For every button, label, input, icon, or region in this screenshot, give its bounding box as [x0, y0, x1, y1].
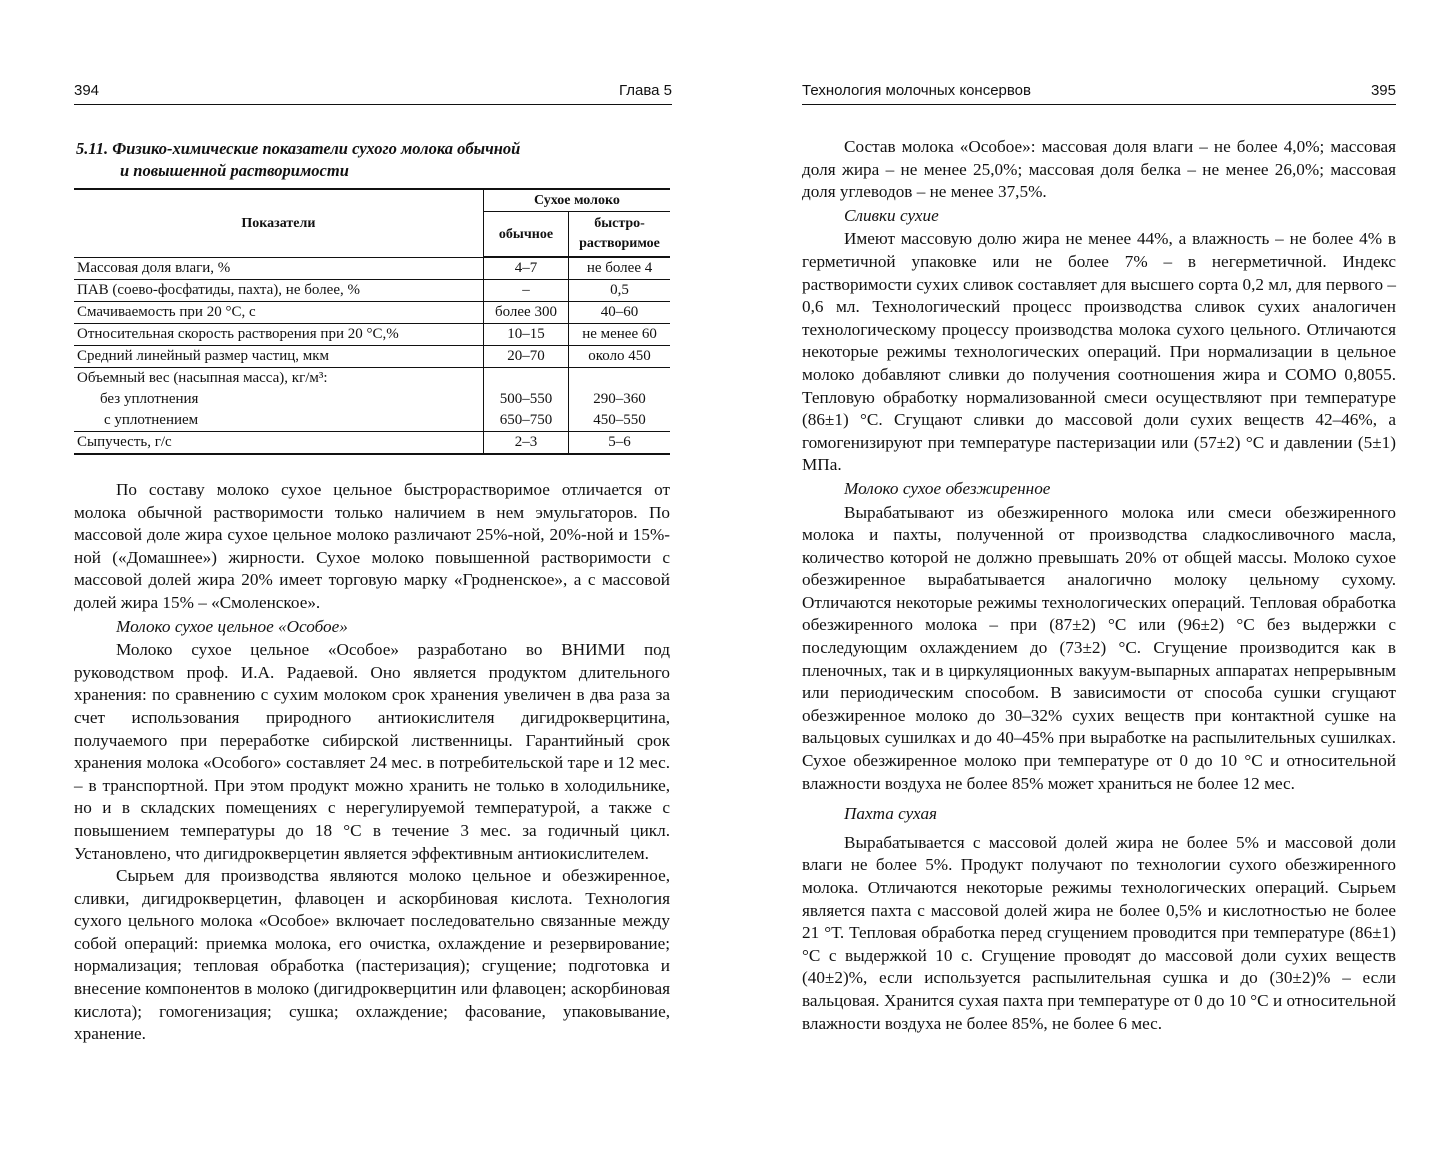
table-row — [74, 410, 670, 432]
left-body-text — [74, 479, 670, 1046]
row-regular: – — [483, 280, 568, 302]
header-indicator: Показатели — [74, 189, 483, 257]
table-row-bulk-title — [74, 368, 670, 390]
page-number: 394 — [74, 82, 100, 99]
table-row — [74, 432, 670, 455]
row-name: Объемный вес (насыпная масса), кг/м³: — [74, 368, 483, 390]
properties-table — [74, 188, 670, 455]
subheading: Молоко сухое цельное «Особое» — [116, 616, 348, 636]
row-instant: 290–360 — [569, 389, 670, 410]
table-caption-line2: и повышенной растворимости — [120, 161, 349, 180]
table-caption — [76, 138, 672, 182]
row-instant: 450–550 — [569, 410, 670, 432]
row-regular: 2–3 — [483, 432, 568, 455]
row-name: с уплотнением — [104, 412, 199, 428]
row-name: без уплотнения — [100, 391, 199, 407]
header-instant: быстро- растворимое — [569, 212, 670, 258]
row-instant: не менее 60 — [569, 324, 670, 346]
header-group: Сухое молоко — [483, 189, 670, 212]
table-row — [74, 257, 670, 280]
running-head — [802, 82, 1396, 105]
row-regular: 20–70 — [483, 346, 568, 368]
paragraph: Молоко сухое цельное «Особое» разработано во ВНИМИ под руководством проф. И.А. Радаевой. Оно является продуктом длительного хранения: по сравнению с сухим молоком срок хранения увеличен в два раза за счет использования природного антиокислителя дигидрокверцитина, получаемого при переработке сибирской лиственницы. Гарантийный срок хранения молока «Особого» составляет 24 мес. в потребительской таре и 12 мес. – в транспортной. При этом продукт можно хранить не только в холодильнике, но и в складских помещениях с нерегулируемой температурой, а также с повышением температуры до 18 °С в течение 3 мес. за годичный цикл. Установлено, что дигидрокверцетин является эффективным антиокислителем. — [74, 640, 670, 863]
row-instant: 5–6 — [569, 432, 670, 455]
paragraph: Вырабатывают из обезжиренного молока или смеси обезжиренного молока и пахты, полученной от производства сладкосливочного масла, количество которой не должно превышать 20% от общей массы. Молоко сухое обезжиренное вырабатывается аналогично молоку цельному сухому. Отличаются некоторые режимы технологических операций. Тепловая обработка обезжиренного молока – при (87±2) °С или (96±2) °С без выдержки с последующим охлаждением до (73±2) °С. Сгущение производится как в пленочных, так и в циркуляционных вакуум-выпарных аппаратах непрерывным или периодическим способом. В зависимости от способа сушки сгущают обезжиренное молоко до 30–32% сухих веществ при контактной сушке на вальцовых сушилках и до 40–45% при выработке на распылительных сушилках. Сухое обезжиренное молоко при температуре от 0 до 10 °С и относительной влажности воздуха не более 85% может храниться не более 12 мес. — [802, 502, 1396, 793]
row-regular: 650–750 — [483, 410, 568, 432]
table-caption-line1: 5.11. Физико-химические показатели сухого молока обычной — [76, 139, 521, 158]
paragraph: Состав молока «Особое»: массовая доля влаги – не более 4,0%; массовая доля жира – не менее 25,0%; массовая доля белка – не менее 26,0%; массовая доля углеводов – не менее 37,5%. — [802, 137, 1396, 202]
paragraph: По составу молоко сухое цельное быстрорастворимое отличается от молока обычной растворимости только наличием в нем эмульгаторов. По массовой доле жира сухое цельное молоко различают 25%-ной, 20%-ной и 15%-ной («Домашнее») жирности. Сухое молоко повышенной растворимости с массовой долей жира 20% имеет торговую марку «Гродненское», а с массовой долей жира 15% – «Смоленское». — [74, 480, 670, 612]
page-number: 395 — [1370, 82, 1396, 99]
table-row — [74, 346, 670, 368]
row-name: Средний линейный размер частиц, мкм — [74, 346, 483, 368]
paragraph: Имеют массовую долю жира не менее 44%, а влажность – не более 4% в герметичной упаковке или не более 7% – в негерметичной. Индекс растворимости сухих сливок составляет для высшего сорта 0,2 мл, для первого – 0,6 мл. Технологический процесс производства сливок сухих аналогичен технологическому процессу производства молока сухого цельного. Отличаются некоторые режимы технологических операций. При нормализации в цельное молоко добавляют сливки до получения соотношения жира и СОМО 0,8055. Тепловую обработку нормализованной смеси осуществляют при температуре (86±1) °С. Сгущают сливки до массовой доли сухих веществ 42–46%, а гомогенизируют при температуре пастеризации или (57±2) °С и давлении (5±1) МПа. — [802, 229, 1396, 475]
row-regular: более 300 — [483, 302, 568, 324]
row-instant: 40–60 — [569, 302, 670, 324]
table-row — [74, 324, 670, 346]
section-title: Технология молочных консервов — [802, 82, 1031, 99]
subheading: Пахта сухая — [844, 804, 938, 824]
row-instant: не более 4 — [569, 257, 670, 280]
paragraph: Вырабатывается с массовой долей жира не более 5% и массовой доли влаги не более 5%. Продукт получают по технологии сухого обезжиренного молока. Отличаются некоторые режимы технологических операций. Сырьем является пахта с массовой долей жира не более 0,5% и кислотностью не более 21 °Т. Тепловая обработка перед сгущением проводится при температуре (86±1) °С с выдержкой 10 с. Сгущение проводят до массовой доли сухих веществ (40±2)%, если используется распылительная сушка и до (30±2)% – если вальцовая. Хранится сухая пахта при температуре от 0 до 10 °С и относительной влажности воздуха не более 85%, не более 6 мес. — [802, 832, 1396, 1033]
row-regular: 10–15 — [483, 324, 568, 346]
subheading: Молоко сухое обезжиренное — [844, 478, 1051, 498]
row-regular: 500–550 — [483, 389, 568, 410]
row-name: Сыпучесть, г/с — [74, 432, 483, 455]
paragraph: Сырьем для производства являются молоко цельное и обезжиренное, сливки, дигидрокверцетин, флавоцен и аскорбиновая кислота. Технология сухого цельного молока «Особое» включает последовательно связанные между собой операций: приемка молока, его очистка, охлаждение и резервирование; нормализация; тепловая обработка (пастеризация); сгущение; подготовка и внесение компонентов в молоко (дигидрокверцитин или флавоцен; аскорбиновая кислота); гомогенизация; сушка; охлаждение; фасование, упаковывание, хранение. — [74, 866, 670, 1044]
row-name: ПАВ (соево-фосфатиды, пахта), не более, % — [74, 280, 483, 302]
table-row — [74, 280, 670, 302]
table-header-row — [74, 189, 670, 212]
row-name: Массовая доля влаги, % — [74, 257, 483, 280]
running-head — [74, 82, 672, 105]
subheading: Сливки сухие — [844, 205, 939, 225]
table-row — [74, 389, 670, 410]
header-regular: обычное — [483, 212, 568, 258]
left-page — [74, 0, 672, 1162]
chapter-title: Глава 5 — [618, 82, 672, 99]
row-instant: 0,5 — [569, 280, 670, 302]
right-page — [802, 0, 1396, 1162]
row-instant: около 450 — [569, 346, 670, 368]
row-regular: 4–7 — [483, 257, 568, 280]
right-body-text — [802, 136, 1396, 1035]
table-row — [74, 302, 670, 324]
row-name: Смачиваемость при 20 °С, с — [74, 302, 483, 324]
row-name: Относительная скорость растворения при 20 °С,% — [74, 324, 483, 346]
